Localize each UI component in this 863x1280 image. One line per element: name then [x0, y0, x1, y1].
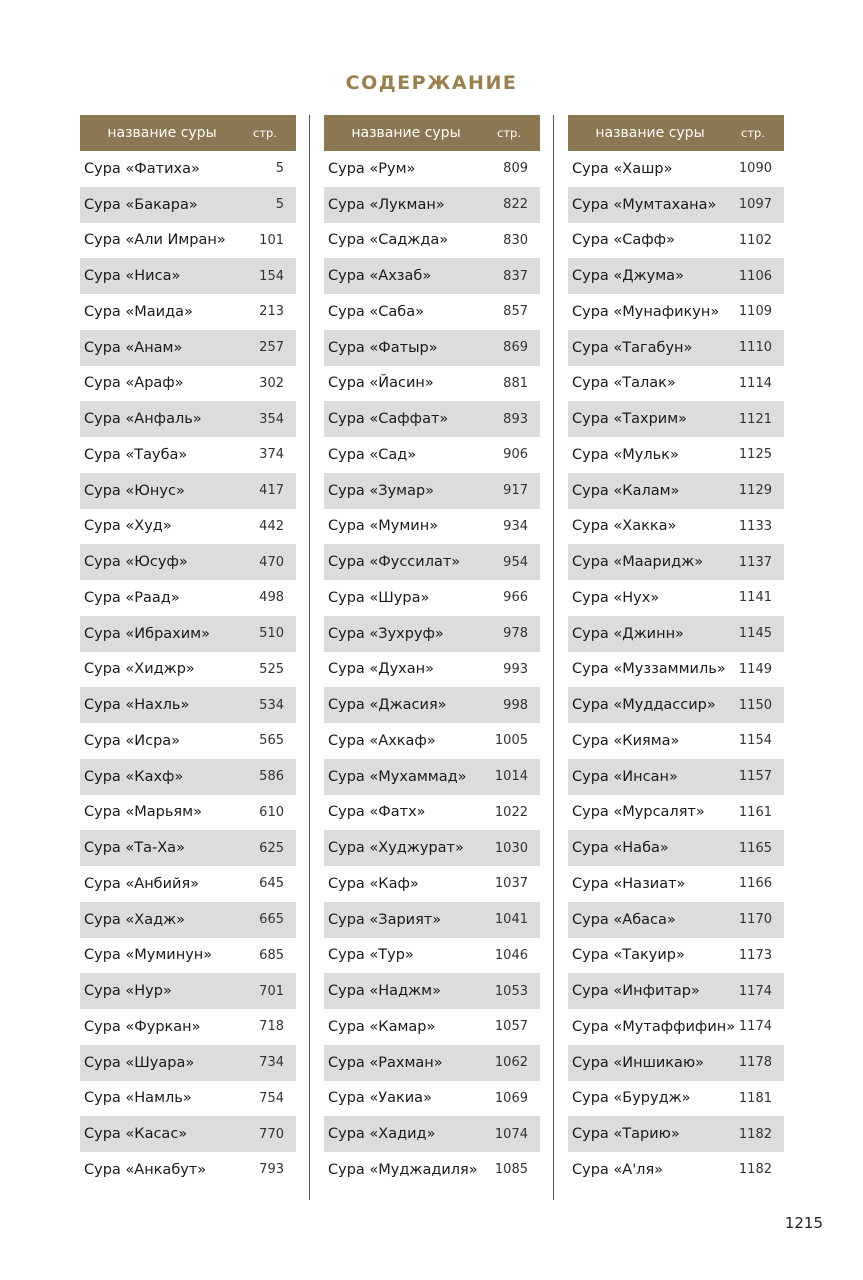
table-row	[324, 1152, 540, 1188]
table-row	[324, 866, 540, 902]
page-ref: 1141	[738, 590, 772, 606]
surah-name: Сура «Хадж»	[84, 911, 186, 928]
surah-name: Сура «Каф»	[328, 875, 419, 892]
page-ref: 374	[259, 447, 284, 463]
table-row	[80, 938, 296, 974]
surah-name: Сура «Юсуф»	[84, 554, 188, 571]
table-row	[324, 187, 540, 223]
surah-name: Сура «Зумар»	[328, 482, 435, 499]
surah-name: Сура «Лукман»	[328, 196, 445, 213]
table-row	[324, 795, 540, 831]
table-row	[80, 866, 296, 902]
table-row	[80, 187, 296, 223]
page-ref: 1030	[494, 840, 528, 856]
surah-name: Сура «Муддассир»	[572, 697, 716, 714]
surah-name: Сура «Анкабут»	[84, 1161, 207, 1178]
page-ref: 1102	[738, 232, 772, 248]
surah-name: Сура «Намль»	[84, 1090, 192, 1107]
table-row	[324, 258, 540, 294]
table-row	[80, 366, 296, 402]
page-ref: 1178	[738, 1055, 772, 1071]
page-ref: 1114	[738, 375, 772, 391]
table-row	[568, 1081, 784, 1117]
table-row	[324, 151, 540, 187]
page-ref: 302	[259, 375, 284, 391]
table-header	[568, 115, 784, 151]
surah-name: Сура «Кияма»	[572, 732, 680, 749]
table-row	[324, 509, 540, 545]
surah-name: Сура «Анбийя»	[84, 875, 200, 892]
header-page-label: стр.	[741, 126, 765, 140]
page-ref: 754	[259, 1090, 284, 1106]
surah-name: Сура «Тагабун»	[572, 339, 693, 356]
surah-name: Сура «Ахзаб»	[328, 268, 432, 285]
page-ref: 1014	[494, 769, 528, 785]
page-ref: 565	[259, 733, 284, 749]
surah-name: Сура «Уакиа»	[328, 1090, 432, 1107]
page-ref: 718	[259, 1019, 284, 1035]
page-ref: 881	[503, 375, 528, 391]
surah-name: Сура «Ниса»	[84, 268, 181, 285]
table-row	[324, 759, 540, 795]
table-row	[324, 544, 540, 580]
surah-name: Сура «Такуир»	[572, 947, 685, 964]
surah-name: Сура «Нахль»	[84, 697, 190, 714]
page-ref: 257	[259, 340, 284, 356]
table-row	[568, 973, 784, 1009]
column-divider	[553, 115, 554, 1200]
surah-name: Сура «Мунафикун»	[572, 303, 720, 320]
table-row	[568, 723, 784, 759]
table-row	[568, 938, 784, 974]
page-ref: 1097	[738, 197, 772, 213]
surah-name: Сура «Инфитар»	[572, 983, 700, 1000]
page-ref: 1181	[738, 1090, 772, 1106]
table-row	[324, 294, 540, 330]
page-ref: 1121	[738, 411, 772, 427]
table-row	[324, 580, 540, 616]
surah-name: Сура «Марьям»	[84, 804, 202, 821]
surah-name: Сура «Рум»	[328, 160, 416, 177]
page-ref: 586	[259, 769, 284, 785]
surah-name: Сура «Назиат»	[572, 875, 686, 892]
page-ref: 154	[259, 268, 284, 284]
page-ref: 525	[259, 661, 284, 677]
surah-name: Сура «Калам»	[572, 482, 680, 499]
surah-name: Сура «Араф»	[84, 375, 184, 392]
table-row	[80, 223, 296, 259]
page-ref: 1085	[494, 1162, 528, 1178]
table-row	[324, 223, 540, 259]
surah-name: Сура «Тур»	[328, 947, 414, 964]
surah-name: Сура «Худ»	[84, 518, 172, 535]
page-ref: 354	[259, 411, 284, 427]
page-ref: 1154	[738, 733, 772, 749]
table-row	[324, 616, 540, 652]
table-row	[80, 509, 296, 545]
table-row	[80, 1116, 296, 1152]
page-ref: 993	[503, 661, 528, 677]
surah-name: Сура «Та-Ха»	[84, 840, 185, 857]
table-row	[80, 1081, 296, 1117]
header-name-label: название суры	[595, 125, 705, 141]
table-row	[324, 830, 540, 866]
table-row	[324, 687, 540, 723]
page-ref: 954	[503, 554, 528, 570]
table-row	[568, 544, 784, 580]
table-row	[568, 759, 784, 795]
table-row	[80, 830, 296, 866]
table-row	[80, 544, 296, 580]
table-row	[568, 223, 784, 259]
page-ref: 5	[275, 161, 284, 177]
page-ref: 1062	[494, 1055, 528, 1071]
table-row	[568, 902, 784, 938]
page-ref: 685	[259, 947, 284, 963]
header-name-label: название суры	[351, 125, 461, 141]
table-row	[568, 401, 784, 437]
table-row	[324, 652, 540, 688]
page-ref: 1161	[738, 804, 772, 820]
toc-column-2	[324, 115, 540, 1188]
table-row	[568, 830, 784, 866]
surah-name: Сура «Мумтахана»	[572, 196, 717, 213]
table-row	[568, 437, 784, 473]
page-ref: 442	[259, 518, 284, 534]
page-ref: 906	[503, 447, 528, 463]
table-row	[568, 330, 784, 366]
page-ref: 1137	[738, 554, 772, 570]
page-ref: 1170	[738, 912, 772, 928]
surah-name: Сура «Джума»	[572, 268, 684, 285]
surah-name: Сура «Фатиха»	[84, 160, 200, 177]
table-row	[324, 366, 540, 402]
page-ref: 610	[259, 804, 284, 820]
page-ref: 917	[503, 483, 528, 499]
table-row	[80, 580, 296, 616]
table-row	[568, 366, 784, 402]
page-ref: 665	[259, 912, 284, 928]
toc-column-3	[568, 115, 784, 1188]
surah-name: Сура «Мутаффифин»	[572, 1018, 736, 1035]
surah-name: Сура «Фуркан»	[84, 1018, 201, 1035]
table-row	[568, 187, 784, 223]
page-ref: 966	[503, 590, 528, 606]
page-ref: 793	[259, 1162, 284, 1178]
surah-name: Сура «Муджадиля»	[328, 1161, 478, 1178]
table-row	[568, 473, 784, 509]
toc-column-1	[80, 115, 296, 1188]
page-ref: 1090	[738, 161, 772, 177]
surah-name: Сура «Сад»	[328, 446, 417, 463]
page-ref: 1053	[494, 983, 528, 999]
table-row	[568, 258, 784, 294]
table-row	[568, 1152, 784, 1188]
page-ref: 1150	[738, 697, 772, 713]
table-row	[80, 437, 296, 473]
surah-name: Сура «Духан»	[328, 661, 435, 678]
page-ref: 1173	[738, 947, 772, 963]
table-row	[80, 795, 296, 831]
table-row	[324, 1081, 540, 1117]
surah-name: Сура «Фатыр»	[328, 339, 438, 356]
table-row	[568, 1009, 784, 1045]
page-ref: 701	[259, 983, 284, 999]
table-row	[568, 294, 784, 330]
surah-name: Сура «Бурудж»	[572, 1090, 691, 1107]
surah-name: Сура «Джинн»	[572, 625, 684, 642]
surah-name: Сура «Хадид»	[328, 1126, 436, 1143]
surah-name: Сура «Саффат»	[328, 411, 449, 428]
surah-name: Сура «Анфаль»	[84, 411, 202, 428]
surah-name: Сура «Худжурат»	[328, 840, 464, 857]
table-row	[80, 687, 296, 723]
table-row	[568, 1116, 784, 1152]
table-row	[80, 759, 296, 795]
table-row	[80, 616, 296, 652]
page-ref: 1133	[738, 518, 772, 534]
table-row	[80, 973, 296, 1009]
page-ref: 1145	[738, 626, 772, 642]
page-ref: 1109	[738, 304, 772, 320]
page-ref: 830	[503, 232, 528, 248]
page-ref: 1005	[494, 733, 528, 749]
page-ref: 1057	[494, 1019, 528, 1035]
table-row	[80, 1009, 296, 1045]
surah-name: Сура «Фуссилат»	[328, 554, 461, 571]
table-row	[80, 723, 296, 759]
table-row	[568, 1045, 784, 1081]
page-ref: 625	[259, 840, 284, 856]
page-ref: 1046	[494, 947, 528, 963]
page-ref: 1074	[494, 1126, 528, 1142]
surah-name: Сура «Шура»	[328, 589, 430, 606]
table-row	[324, 330, 540, 366]
surah-name: Сура «Анам»	[84, 339, 183, 356]
page-ref: 770	[259, 1126, 284, 1142]
page-ref: 822	[503, 197, 528, 213]
table-row	[324, 437, 540, 473]
surah-name: Сура «Тауба»	[84, 446, 188, 463]
surah-name: Сура «Фатх»	[328, 804, 426, 821]
surah-name: Сура «Раад»	[84, 589, 180, 606]
table-row	[80, 330, 296, 366]
page-number: 1215	[784, 1214, 823, 1232]
table-header	[324, 115, 540, 151]
surah-name: Сура «Касас»	[84, 1126, 188, 1143]
surah-name: Сура «Рахман»	[328, 1054, 443, 1071]
surah-name: Сура «Ахкаф»	[328, 732, 436, 749]
page-ref: 510	[259, 626, 284, 642]
page-ref: 1165	[738, 840, 772, 856]
page-ref: 1125	[738, 447, 772, 463]
surah-name: Сура «Инсан»	[572, 768, 678, 785]
surah-name: Сура «Муззаммиль»	[572, 661, 726, 678]
surah-name: Сура «Маида»	[84, 303, 193, 320]
page-ref: 734	[259, 1055, 284, 1071]
surah-name: Сура «А'ля»	[572, 1161, 664, 1178]
surah-name: Сура «Хашр»	[572, 160, 673, 177]
table-row	[324, 473, 540, 509]
surah-name: Сура «Тахрим»	[572, 411, 688, 428]
table-row	[80, 151, 296, 187]
table-row	[568, 580, 784, 616]
header-page-label: стр.	[497, 126, 521, 140]
surah-name: Сура «Исра»	[84, 732, 181, 749]
table-row	[80, 652, 296, 688]
surah-name: Сура «Сафф»	[572, 232, 675, 249]
table-row	[568, 151, 784, 187]
page-ref: 857	[503, 304, 528, 320]
surah-name: Сура «Ибрахим»	[84, 625, 210, 642]
header-name-label: название суры	[107, 125, 217, 141]
surah-name: Сура «Кахф»	[84, 768, 184, 785]
page-ref: 1166	[738, 876, 772, 892]
surah-name: Сура «Юнус»	[84, 482, 185, 499]
surah-name: Сура «Шуара»	[84, 1054, 195, 1071]
surah-name: Сура «Саджда»	[328, 232, 449, 249]
page-ref: 1129	[738, 483, 772, 499]
surah-name: Сура «Муминун»	[84, 947, 213, 964]
page-ref: 1041	[494, 912, 528, 928]
table-header	[80, 115, 296, 151]
page-ref: 1174	[738, 983, 772, 999]
surah-name: Сура «Мааридж»	[572, 554, 704, 571]
table-row	[324, 723, 540, 759]
table-row	[80, 1152, 296, 1188]
surah-name: Сура «Абаса»	[572, 911, 676, 928]
table-row	[324, 401, 540, 437]
page-ref: 934	[503, 518, 528, 534]
page-ref: 1174	[738, 1019, 772, 1035]
surah-name: Сура «Хакка»	[572, 518, 677, 535]
surah-name: Сура «Наба»	[572, 840, 669, 857]
surah-name: Сура «Йасин»	[328, 375, 434, 392]
table-row	[80, 258, 296, 294]
table-row	[324, 1009, 540, 1045]
table-row	[80, 294, 296, 330]
page-ref: 498	[259, 590, 284, 606]
surah-name: Сура «Зарият»	[328, 911, 442, 928]
page-ref: 809	[503, 161, 528, 177]
table-row	[80, 1045, 296, 1081]
page-ref: 645	[259, 876, 284, 892]
surah-name: Сура «Саба»	[328, 303, 424, 320]
table-row	[324, 1116, 540, 1152]
page-ref: 1106	[738, 268, 772, 284]
surah-name: Сура «Тарию»	[572, 1126, 680, 1143]
table-row	[324, 973, 540, 1009]
surah-name: Сура «Камар»	[328, 1018, 436, 1035]
table-row	[568, 652, 784, 688]
surah-name: Сура «Наджм»	[328, 983, 441, 1000]
table-row	[80, 473, 296, 509]
surah-name: Сура «Иншикаю»	[572, 1054, 705, 1071]
table-row	[324, 902, 540, 938]
surah-name: Сура «Али Имран»	[84, 232, 226, 249]
table-row	[80, 902, 296, 938]
table-row	[324, 938, 540, 974]
table-row	[568, 616, 784, 652]
page-ref: 470	[259, 554, 284, 570]
page-ref: 1037	[494, 876, 528, 892]
page-ref: 213	[259, 304, 284, 320]
page-ref: 1022	[494, 804, 528, 820]
page-ref: 5	[275, 197, 284, 213]
table-row	[568, 509, 784, 545]
surah-name: Сура «Зухруф»	[328, 625, 444, 642]
table-row	[568, 866, 784, 902]
page-ref: 998	[503, 697, 528, 713]
surah-name: Сура «Мульк»	[572, 446, 679, 463]
page-ref: 1182	[738, 1162, 772, 1178]
surah-name: Сура «Нур»	[84, 983, 172, 1000]
surah-name: Сура «Мухаммад»	[328, 768, 467, 785]
page-ref: 837	[503, 268, 528, 284]
page-ref: 1182	[738, 1126, 772, 1142]
surah-name: Сура «Талак»	[572, 375, 676, 392]
page-ref: 101	[259, 232, 284, 248]
page-ref: 1069	[494, 1090, 528, 1106]
page-ref: 978	[503, 626, 528, 642]
table-row	[80, 401, 296, 437]
table-row	[568, 687, 784, 723]
table-row	[568, 795, 784, 831]
page-ref: 869	[503, 340, 528, 356]
surah-name: Сура «Бакара»	[84, 196, 198, 213]
surah-name: Сура «Нух»	[572, 589, 660, 606]
page-title: СОДЕРЖАНИЕ	[345, 72, 518, 94]
surah-name: Сура «Джасия»	[328, 697, 447, 714]
page-ref: 1157	[738, 769, 772, 785]
surah-name: Сура «Хиджр»	[84, 661, 195, 678]
table-row	[324, 1045, 540, 1081]
page-ref: 893	[503, 411, 528, 427]
page-ref: 417	[259, 483, 284, 499]
header-page-label: стр.	[253, 126, 277, 140]
surah-name: Сура «Мумин»	[328, 518, 439, 535]
surah-name: Сура «Мурсалят»	[572, 804, 705, 821]
page-ref: 534	[259, 697, 284, 713]
column-divider	[309, 115, 310, 1200]
page-ref: 1110	[738, 340, 772, 356]
page-ref: 1149	[738, 661, 772, 677]
